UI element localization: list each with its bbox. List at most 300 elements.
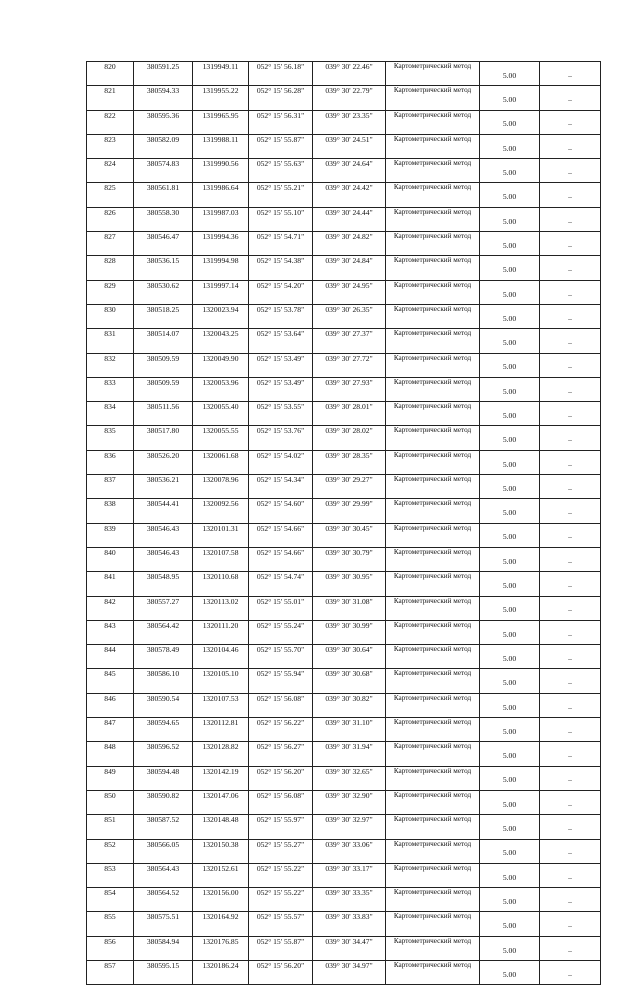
x-coordinate-cell: 380561.81 (134, 183, 193, 207)
longitude-cell: 039° 30' 34.47" (313, 936, 386, 960)
method-cell: Картометрический метод (386, 232, 480, 256)
point-number-cell: 835 (87, 426, 134, 450)
accuracy-cell: 5.00 (480, 815, 540, 839)
point-number-cell: 841 (87, 572, 134, 596)
x-coordinate-cell: 380590.82 (134, 790, 193, 814)
accuracy-cell: 5.00 (480, 62, 540, 86)
y-coordinate-cell: 1319990.56 (193, 159, 249, 183)
x-coordinate-cell: 380517.80 (134, 426, 193, 450)
longitude-cell: 039° 30' 22.46" (313, 62, 386, 86)
longitude-cell: 039° 30' 33.06" (313, 839, 386, 863)
longitude-cell: 039° 30' 29.27" (313, 475, 386, 499)
x-coordinate-cell: 380558.30 (134, 207, 193, 231)
longitude-cell: 039° 30' 33.83" (313, 912, 386, 936)
latitude-cell: 052° 15' 54.20" (249, 280, 313, 304)
longitude-cell: 039° 30' 26.35" (313, 304, 386, 328)
table-row (87, 475, 601, 499)
table-row (87, 936, 601, 960)
point-number-cell: 856 (87, 936, 134, 960)
x-coordinate-cell: 380526.20 (134, 450, 193, 474)
table-row (87, 815, 601, 839)
longitude-cell: 039° 30' 32.65" (313, 766, 386, 790)
latitude-cell: 052° 15' 56.20" (249, 960, 313, 984)
table-row (87, 523, 601, 547)
y-coordinate-cell: 1320147.06 (193, 790, 249, 814)
note-cell: – (540, 62, 601, 86)
latitude-cell: 052° 15' 54.34" (249, 475, 313, 499)
x-coordinate-cell: 380564.43 (134, 863, 193, 887)
y-coordinate-cell: 1320078.96 (193, 475, 249, 499)
method-cell: Картометрический метод (386, 888, 480, 912)
latitude-cell: 052° 15' 56.08" (249, 693, 313, 717)
accuracy-cell: 5.00 (480, 183, 540, 207)
x-coordinate-cell: 380557.27 (134, 596, 193, 620)
method-cell: Картометрический метод (386, 475, 480, 499)
note-cell: – (540, 766, 601, 790)
point-number-cell: 840 (87, 547, 134, 571)
longitude-cell: 039° 30' 30.82" (313, 693, 386, 717)
x-coordinate-cell: 380546.43 (134, 547, 193, 571)
longitude-cell: 039° 30' 29.99" (313, 499, 386, 523)
y-coordinate-cell: 1319994.98 (193, 256, 249, 280)
y-coordinate-cell: 1319987.03 (193, 207, 249, 231)
note-cell: – (540, 742, 601, 766)
latitude-cell: 052° 15' 55.24" (249, 620, 313, 644)
latitude-cell: 052° 15' 55.94" (249, 669, 313, 693)
x-coordinate-cell: 380594.33 (134, 86, 193, 110)
y-coordinate-cell: 1319949.11 (193, 62, 249, 86)
y-coordinate-cell: 1320156.00 (193, 888, 249, 912)
x-coordinate-cell: 380595.15 (134, 960, 193, 984)
longitude-cell: 039° 30' 27.93" (313, 377, 386, 401)
method-cell: Картометрический метод (386, 329, 480, 353)
note-cell: – (540, 402, 601, 426)
note-cell: – (540, 377, 601, 401)
table-row (87, 280, 601, 304)
y-coordinate-cell: 1320113.02 (193, 596, 249, 620)
y-coordinate-cell: 1319994.36 (193, 232, 249, 256)
note-cell: – (540, 159, 601, 183)
note-cell: – (540, 839, 601, 863)
table-row (87, 426, 601, 450)
longitude-cell: 039° 30' 30.64" (313, 645, 386, 669)
accuracy-cell: 5.00 (480, 839, 540, 863)
point-number-cell: 830 (87, 304, 134, 328)
y-coordinate-cell: 1320107.53 (193, 693, 249, 717)
method-cell: Картометрический метод (386, 766, 480, 790)
coordinates-table (86, 61, 601, 985)
method-cell: Картометрический метод (386, 159, 480, 183)
note-cell: – (540, 329, 601, 353)
table-row (87, 547, 601, 571)
y-coordinate-cell: 1320176.85 (193, 936, 249, 960)
table-row (87, 863, 601, 887)
accuracy-cell: 5.00 (480, 912, 540, 936)
method-cell: Картометрический метод (386, 402, 480, 426)
accuracy-cell: 5.00 (480, 620, 540, 644)
latitude-cell: 052° 15' 54.71" (249, 232, 313, 256)
point-number-cell: 834 (87, 402, 134, 426)
point-number-cell: 826 (87, 207, 134, 231)
method-cell: Картометрический метод (386, 742, 480, 766)
accuracy-cell: 5.00 (480, 790, 540, 814)
point-number-cell: 823 (87, 134, 134, 158)
accuracy-cell: 5.00 (480, 960, 540, 984)
table-row (87, 766, 601, 790)
method-cell: Картометрический метод (386, 596, 480, 620)
point-number-cell: 832 (87, 353, 134, 377)
longitude-cell: 039° 30' 24.64" (313, 159, 386, 183)
accuracy-cell: 5.00 (480, 742, 540, 766)
x-coordinate-cell: 380536.21 (134, 475, 193, 499)
x-coordinate-cell: 380564.42 (134, 620, 193, 644)
x-coordinate-cell: 380596.52 (134, 742, 193, 766)
method-cell: Картометрический метод (386, 426, 480, 450)
accuracy-cell: 5.00 (480, 86, 540, 110)
latitude-cell: 052° 15' 55.10" (249, 207, 313, 231)
x-coordinate-cell: 380509.59 (134, 377, 193, 401)
point-number-cell: 825 (87, 183, 134, 207)
x-coordinate-cell: 380574.83 (134, 159, 193, 183)
note-cell: – (540, 110, 601, 134)
table-row (87, 839, 601, 863)
y-coordinate-cell: 1319988.11 (193, 134, 249, 158)
note-cell: – (540, 669, 601, 693)
method-cell: Картометрический метод (386, 256, 480, 280)
method-cell: Картометрический метод (386, 110, 480, 134)
accuracy-cell: 5.00 (480, 256, 540, 280)
latitude-cell: 052° 15' 56.22" (249, 718, 313, 742)
point-number-cell: 837 (87, 475, 134, 499)
x-coordinate-cell: 380578.49 (134, 645, 193, 669)
note-cell: – (540, 596, 601, 620)
x-coordinate-cell: 380591.25 (134, 62, 193, 86)
accuracy-cell: 5.00 (480, 936, 540, 960)
accuracy-cell: 5.00 (480, 110, 540, 134)
point-number-cell: 821 (87, 86, 134, 110)
table-row (87, 960, 601, 984)
accuracy-cell: 5.00 (480, 572, 540, 596)
longitude-cell: 039° 30' 33.35" (313, 888, 386, 912)
y-coordinate-cell: 1320112.81 (193, 718, 249, 742)
accuracy-cell: 5.00 (480, 888, 540, 912)
latitude-cell: 052° 15' 55.21" (249, 183, 313, 207)
note-cell: – (540, 936, 601, 960)
longitude-cell: 039° 30' 27.37" (313, 329, 386, 353)
point-number-cell: 836 (87, 450, 134, 474)
latitude-cell: 052° 15' 54.02" (249, 450, 313, 474)
latitude-cell: 052° 15' 55.87" (249, 936, 313, 960)
longitude-cell: 039° 30' 24.82" (313, 232, 386, 256)
x-coordinate-cell: 380546.43 (134, 523, 193, 547)
y-coordinate-cell: 1320061.68 (193, 450, 249, 474)
point-number-cell: 829 (87, 280, 134, 304)
accuracy-cell: 5.00 (480, 766, 540, 790)
accuracy-cell: 5.00 (480, 232, 540, 256)
note-cell: – (540, 426, 601, 450)
accuracy-cell: 5.00 (480, 402, 540, 426)
accuracy-cell: 5.00 (480, 450, 540, 474)
method-cell: Картометрический метод (386, 936, 480, 960)
y-coordinate-cell: 1319986.64 (193, 183, 249, 207)
latitude-cell: 052° 15' 56.18" (249, 62, 313, 86)
longitude-cell: 039° 30' 23.35" (313, 110, 386, 134)
method-cell: Картометрический метод (386, 718, 480, 742)
note-cell: – (540, 280, 601, 304)
note-cell: – (540, 207, 601, 231)
latitude-cell: 052° 15' 55.57" (249, 912, 313, 936)
note-cell: – (540, 183, 601, 207)
latitude-cell: 052° 15' 53.55" (249, 402, 313, 426)
longitude-cell: 039° 30' 30.99" (313, 620, 386, 644)
accuracy-cell: 5.00 (480, 207, 540, 231)
y-coordinate-cell: 1320152.61 (193, 863, 249, 887)
x-coordinate-cell: 380544.41 (134, 499, 193, 523)
table-row (87, 888, 601, 912)
table-row (87, 499, 601, 523)
method-cell: Картометрический метод (386, 645, 480, 669)
latitude-cell: 052° 15' 56.31" (249, 110, 313, 134)
note-cell: – (540, 960, 601, 984)
x-coordinate-cell: 380590.54 (134, 693, 193, 717)
method-cell: Картометрический метод (386, 86, 480, 110)
note-cell: – (540, 620, 601, 644)
y-coordinate-cell: 1320111.20 (193, 620, 249, 644)
note-cell: – (540, 790, 601, 814)
method-cell: Картометрический метод (386, 62, 480, 86)
point-number-cell: 828 (87, 256, 134, 280)
y-coordinate-cell: 1320053.96 (193, 377, 249, 401)
longitude-cell: 039° 30' 30.79" (313, 547, 386, 571)
y-coordinate-cell: 1320055.55 (193, 426, 249, 450)
table-row (87, 110, 601, 134)
table-body (87, 62, 601, 985)
method-cell: Картометрический метод (386, 134, 480, 158)
y-coordinate-cell: 1320101.31 (193, 523, 249, 547)
point-number-cell: 831 (87, 329, 134, 353)
accuracy-cell: 5.00 (480, 134, 540, 158)
x-coordinate-cell: 380548.95 (134, 572, 193, 596)
note-cell: – (540, 232, 601, 256)
y-coordinate-cell: 1320055.40 (193, 402, 249, 426)
latitude-cell: 052° 15' 53.49" (249, 353, 313, 377)
x-coordinate-cell: 380518.25 (134, 304, 193, 328)
accuracy-cell: 5.00 (480, 693, 540, 717)
y-coordinate-cell: 1320049.90 (193, 353, 249, 377)
table-row (87, 377, 601, 401)
y-coordinate-cell: 1320186.24 (193, 960, 249, 984)
longitude-cell: 039° 30' 22.79" (313, 86, 386, 110)
longitude-cell: 039° 30' 24.51" (313, 134, 386, 158)
note-cell: – (540, 547, 601, 571)
y-coordinate-cell: 1320104.46 (193, 645, 249, 669)
table-row (87, 256, 601, 280)
table-row (87, 645, 601, 669)
note-cell: – (540, 523, 601, 547)
table-row (87, 207, 601, 231)
table-row (87, 669, 601, 693)
table-row (87, 596, 601, 620)
x-coordinate-cell: 380530.62 (134, 280, 193, 304)
x-coordinate-cell: 380594.48 (134, 766, 193, 790)
latitude-cell: 052° 15' 54.66" (249, 547, 313, 571)
accuracy-cell: 5.00 (480, 499, 540, 523)
x-coordinate-cell: 380509.59 (134, 353, 193, 377)
latitude-cell: 052° 15' 56.28" (249, 86, 313, 110)
table-row (87, 450, 601, 474)
point-number-cell: 851 (87, 815, 134, 839)
y-coordinate-cell: 1320023.94 (193, 304, 249, 328)
method-cell: Картометрический метод (386, 790, 480, 814)
note-cell: – (540, 863, 601, 887)
method-cell: Картометрический метод (386, 183, 480, 207)
point-number-cell: 824 (87, 159, 134, 183)
table-row (87, 742, 601, 766)
x-coordinate-cell: 380587.52 (134, 815, 193, 839)
x-coordinate-cell: 380514.07 (134, 329, 193, 353)
table-row (87, 86, 601, 110)
note-cell: – (540, 572, 601, 596)
accuracy-cell: 5.00 (480, 280, 540, 304)
longitude-cell: 039° 30' 31.10" (313, 718, 386, 742)
longitude-cell: 039° 30' 31.94" (313, 742, 386, 766)
table-row (87, 912, 601, 936)
point-number-cell: 852 (87, 839, 134, 863)
longitude-cell: 039° 30' 32.90" (313, 790, 386, 814)
point-number-cell: 850 (87, 790, 134, 814)
x-coordinate-cell: 380546.47 (134, 232, 193, 256)
y-coordinate-cell: 1320043.25 (193, 329, 249, 353)
point-number-cell: 842 (87, 596, 134, 620)
accuracy-cell: 5.00 (480, 669, 540, 693)
point-number-cell: 822 (87, 110, 134, 134)
point-number-cell: 857 (87, 960, 134, 984)
note-cell: – (540, 304, 601, 328)
note-cell: – (540, 134, 601, 158)
accuracy-cell: 5.00 (480, 159, 540, 183)
method-cell: Картометрический метод (386, 815, 480, 839)
note-cell: – (540, 353, 601, 377)
note-cell: – (540, 693, 601, 717)
method-cell: Картометрический метод (386, 669, 480, 693)
accuracy-cell: 5.00 (480, 475, 540, 499)
method-cell: Картометрический метод (386, 499, 480, 523)
accuracy-cell: 5.00 (480, 523, 540, 547)
note-cell: – (540, 450, 601, 474)
latitude-cell: 052° 15' 53.78" (249, 304, 313, 328)
latitude-cell: 052° 15' 55.97" (249, 815, 313, 839)
point-number-cell: 827 (87, 232, 134, 256)
point-number-cell: 848 (87, 742, 134, 766)
table-row (87, 183, 601, 207)
longitude-cell: 039° 30' 30.45" (313, 523, 386, 547)
table-row (87, 159, 601, 183)
note-cell: – (540, 475, 601, 499)
y-coordinate-cell: 1320142.19 (193, 766, 249, 790)
latitude-cell: 052° 15' 55.01" (249, 596, 313, 620)
point-number-cell: 839 (87, 523, 134, 547)
table-row (87, 718, 601, 742)
longitude-cell: 039° 30' 27.72" (313, 353, 386, 377)
note-cell: – (540, 86, 601, 110)
longitude-cell: 039° 30' 24.44" (313, 207, 386, 231)
point-number-cell: 843 (87, 620, 134, 644)
method-cell: Картометрический метод (386, 572, 480, 596)
point-number-cell: 849 (87, 766, 134, 790)
accuracy-cell: 5.00 (480, 353, 540, 377)
x-coordinate-cell: 380575.51 (134, 912, 193, 936)
x-coordinate-cell: 380594.65 (134, 718, 193, 742)
method-cell: Картометрический метод (386, 450, 480, 474)
latitude-cell: 052° 15' 54.74" (249, 572, 313, 596)
latitude-cell: 052° 15' 55.22" (249, 888, 313, 912)
latitude-cell: 052° 15' 53.49" (249, 377, 313, 401)
method-cell: Картометрический метод (386, 353, 480, 377)
accuracy-cell: 5.00 (480, 304, 540, 328)
point-number-cell: 833 (87, 377, 134, 401)
x-coordinate-cell: 380536.15 (134, 256, 193, 280)
table-row (87, 232, 601, 256)
x-coordinate-cell: 380595.36 (134, 110, 193, 134)
table-row (87, 572, 601, 596)
table-row (87, 790, 601, 814)
latitude-cell: 052° 15' 54.38" (249, 256, 313, 280)
method-cell: Картометрический метод (386, 547, 480, 571)
method-cell: Картометрический метод (386, 912, 480, 936)
latitude-cell: 052° 15' 55.87" (249, 134, 313, 158)
longitude-cell: 039° 30' 34.97" (313, 960, 386, 984)
table-row (87, 134, 601, 158)
table-row (87, 329, 601, 353)
y-coordinate-cell: 1320107.58 (193, 547, 249, 571)
longitude-cell: 039° 30' 28.35" (313, 450, 386, 474)
method-cell: Картометрический метод (386, 620, 480, 644)
latitude-cell: 052° 15' 55.22" (249, 863, 313, 887)
y-coordinate-cell: 1320105.10 (193, 669, 249, 693)
table-row (87, 620, 601, 644)
table-row (87, 402, 601, 426)
note-cell: – (540, 645, 601, 669)
point-number-cell: 845 (87, 669, 134, 693)
table-row (87, 353, 601, 377)
method-cell: Картометрический метод (386, 839, 480, 863)
point-number-cell: 820 (87, 62, 134, 86)
longitude-cell: 039° 30' 24.84" (313, 256, 386, 280)
x-coordinate-cell: 380584.94 (134, 936, 193, 960)
longitude-cell: 039° 30' 28.02" (313, 426, 386, 450)
latitude-cell: 052° 15' 53.76" (249, 426, 313, 450)
latitude-cell: 052° 15' 54.66" (249, 523, 313, 547)
point-number-cell: 847 (87, 718, 134, 742)
longitude-cell: 039° 30' 24.42" (313, 183, 386, 207)
latitude-cell: 052° 15' 56.08" (249, 790, 313, 814)
note-cell: – (540, 815, 601, 839)
y-coordinate-cell: 1320092.56 (193, 499, 249, 523)
latitude-cell: 052° 15' 54.60" (249, 499, 313, 523)
method-cell: Картометрический метод (386, 693, 480, 717)
point-number-cell: 854 (87, 888, 134, 912)
method-cell: Картометрический метод (386, 960, 480, 984)
table-row (87, 693, 601, 717)
x-coordinate-cell: 380564.52 (134, 888, 193, 912)
y-coordinate-cell: 1320128.82 (193, 742, 249, 766)
accuracy-cell: 5.00 (480, 645, 540, 669)
y-coordinate-cell: 1320164.92 (193, 912, 249, 936)
x-coordinate-cell: 380582.09 (134, 134, 193, 158)
accuracy-cell: 5.00 (480, 596, 540, 620)
longitude-cell: 039° 30' 24.95" (313, 280, 386, 304)
point-number-cell: 838 (87, 499, 134, 523)
